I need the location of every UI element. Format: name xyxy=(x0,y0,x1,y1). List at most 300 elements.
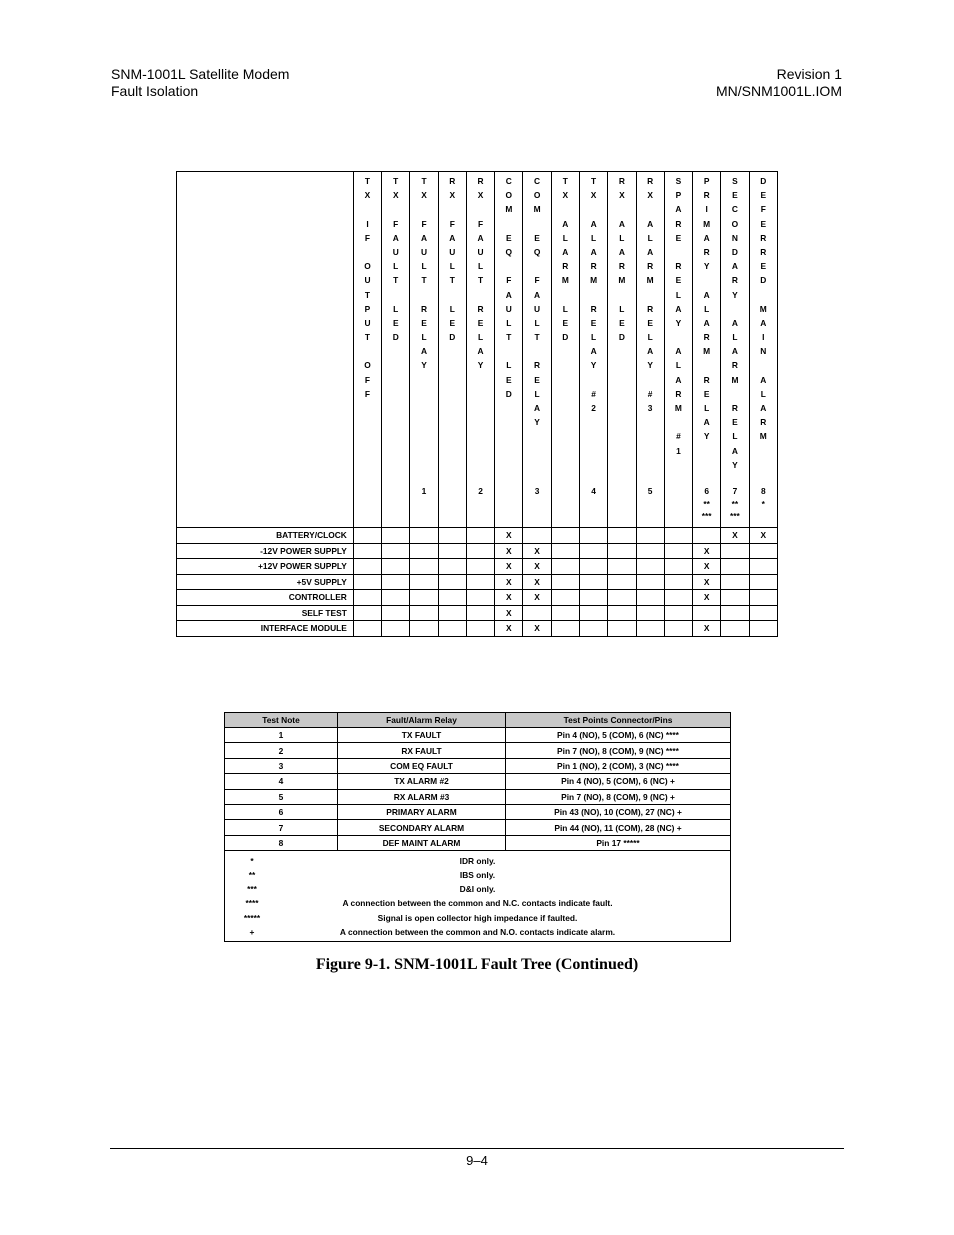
column-letter: L xyxy=(534,317,540,328)
test-note-row xyxy=(225,820,731,835)
manual-number: MN/SNM1001L.IOM xyxy=(715,83,842,99)
footnote-symbol: *** xyxy=(247,884,257,895)
matrix-cell xyxy=(749,605,777,621)
column-letter: L xyxy=(506,360,512,371)
matrix-column-header xyxy=(749,172,777,528)
column-note-text xyxy=(467,498,494,511)
column-letter: L xyxy=(732,431,738,442)
test-note-row xyxy=(225,804,731,819)
column-vertical-label xyxy=(750,172,777,444)
column-letter: A xyxy=(618,218,625,229)
matrix-cell xyxy=(749,590,777,606)
column-test-note xyxy=(580,485,607,523)
column-letter xyxy=(354,245,381,259)
column-note-text xyxy=(354,498,381,511)
column-note-text xyxy=(495,510,522,523)
column-letter: E xyxy=(732,190,738,201)
test-note-number: 7 xyxy=(225,820,338,835)
matrix-cell: X xyxy=(693,590,721,606)
matrix-cell xyxy=(721,543,749,559)
column-letter: A xyxy=(731,317,738,328)
column-letter: U xyxy=(477,246,484,257)
row-label: SELF TEST xyxy=(177,605,354,621)
column-letter: M xyxy=(703,218,711,229)
matrix-cell xyxy=(353,559,381,575)
matrix-cell xyxy=(466,574,494,590)
matrix-cell xyxy=(749,559,777,575)
section-title: Fault Isolation xyxy=(111,83,199,99)
matrix-cell xyxy=(438,605,466,621)
column-letter: Y xyxy=(703,261,710,272)
column-note-text: 6 xyxy=(704,486,709,496)
column-letter: A xyxy=(590,218,597,229)
column-letter: A xyxy=(392,232,399,243)
column-letter: A xyxy=(534,403,541,413)
column-letter: A xyxy=(703,317,710,328)
column-letter: Y xyxy=(647,360,653,371)
matrix-cell: X xyxy=(523,621,551,637)
matrix-cell xyxy=(466,605,494,621)
column-letter: P xyxy=(675,190,682,201)
column-letter: L xyxy=(760,388,766,399)
matrix-column-header xyxy=(721,172,749,528)
matrix-cell xyxy=(608,528,636,544)
matrix-column-header xyxy=(551,172,579,528)
footnote-text: A connection between the common and N.C. contacts indicate fault. xyxy=(342,898,613,909)
matrix-cell xyxy=(382,559,410,575)
column-letter: L xyxy=(449,303,455,314)
column-letter: U xyxy=(449,246,456,257)
matrix-cell: X xyxy=(693,543,721,559)
column-test-note xyxy=(523,485,550,523)
column-letter: U xyxy=(364,317,371,328)
footnotes-row xyxy=(225,851,731,942)
column-letter: L xyxy=(477,332,484,343)
column-letter: A xyxy=(675,303,682,314)
column-letter xyxy=(665,415,692,429)
matrix-cell xyxy=(438,621,466,637)
test-note-row xyxy=(225,743,731,758)
column-letter: R xyxy=(477,303,484,314)
column-letter: F xyxy=(760,204,766,215)
column-letter xyxy=(608,288,635,302)
matrix-cell xyxy=(523,528,551,544)
matrix-cell xyxy=(664,621,692,637)
matrix-cell xyxy=(353,605,381,621)
matrix-cell xyxy=(353,621,381,637)
matrix-cell xyxy=(749,543,777,559)
column-letter: A xyxy=(534,289,541,300)
matrix-cell: X xyxy=(495,528,523,544)
column-test-note xyxy=(665,485,692,523)
matrix-cell xyxy=(636,590,664,606)
column-vertical-label xyxy=(495,172,522,401)
column-letter: R xyxy=(731,275,738,286)
column-letter: M xyxy=(759,431,767,442)
doc-title: SNM-1001L Satellite Modem xyxy=(111,66,290,82)
column-letter xyxy=(721,302,748,316)
column-letter: M xyxy=(533,204,541,215)
test-note-row xyxy=(225,774,731,789)
matrix-cell xyxy=(410,543,438,559)
column-note-text xyxy=(410,498,437,511)
footnote xyxy=(225,854,730,868)
column-letter: X xyxy=(421,190,427,201)
column-letter: A xyxy=(703,289,710,300)
matrix-cell xyxy=(410,574,438,590)
matrix-column-header xyxy=(410,172,438,528)
column-letter: N xyxy=(760,346,767,357)
header-right xyxy=(716,66,842,100)
matrix-cell: X xyxy=(523,543,551,559)
column-test-note xyxy=(637,485,664,523)
column-letter: D xyxy=(449,332,456,343)
matrix-cell xyxy=(636,543,664,559)
matrix-cell xyxy=(579,559,607,575)
test-note-number: 5 xyxy=(225,789,338,804)
column-note-text: 4 xyxy=(591,486,596,496)
column-vertical-label xyxy=(467,172,494,373)
column-letter: M xyxy=(590,275,598,286)
matrix-cell xyxy=(664,543,692,559)
column-letter: X xyxy=(590,190,597,201)
fault-relay-name: SECONDARY ALARM xyxy=(338,820,506,835)
matrix-cell xyxy=(466,543,494,559)
column-vertical-label xyxy=(721,172,748,472)
column-letter: D xyxy=(505,388,512,399)
matrix-cell xyxy=(664,528,692,544)
fault-relay-name: DEF MAINT ALARM xyxy=(338,835,506,850)
column-letter: A xyxy=(731,346,738,357)
matrix-cell xyxy=(636,528,664,544)
matrix-cell xyxy=(664,590,692,606)
test-points-pins: Pin 44 (NO), 11 (COM), 28 (NC) + xyxy=(506,820,731,835)
column-letter: F xyxy=(534,275,540,286)
matrix-row xyxy=(177,605,778,621)
matrix-cell xyxy=(664,559,692,575)
column-test-note xyxy=(552,485,579,523)
column-letter: Y xyxy=(675,317,682,328)
column-letter: A xyxy=(731,261,738,272)
column-note-text xyxy=(354,510,381,523)
column-letter: S xyxy=(732,176,738,186)
column-letter: T xyxy=(364,289,371,300)
column-letter: 3 xyxy=(647,403,653,413)
matrix-cell xyxy=(721,559,749,575)
column-letter xyxy=(354,202,381,216)
test-points-pins: Pin 7 (NO), 8 (COM), 9 (NC) + xyxy=(506,789,731,804)
matrix-column-header xyxy=(466,172,494,528)
matrix-cell xyxy=(579,543,607,559)
column-letter: U xyxy=(534,303,541,314)
matrix-cell xyxy=(579,605,607,621)
matrix-cell xyxy=(693,605,721,621)
test-notes-table xyxy=(224,712,731,942)
matrix-cell xyxy=(551,543,579,559)
column-letter: A xyxy=(477,232,484,243)
matrix-cell xyxy=(382,621,410,637)
test-note-row xyxy=(225,835,731,850)
matrix-cell xyxy=(382,605,410,621)
matrix-cell xyxy=(608,559,636,575)
matrix-column-header xyxy=(438,172,466,528)
column-letter: I xyxy=(705,204,708,215)
column-letter xyxy=(439,202,466,216)
matrix-cell xyxy=(382,574,410,590)
footnote-text: D&I only. xyxy=(459,884,496,895)
column-vertical-label xyxy=(693,172,720,444)
matrix-column-header xyxy=(664,172,692,528)
column-note-text xyxy=(410,510,437,523)
column-note-text xyxy=(750,510,777,523)
matrix-cell xyxy=(523,605,551,621)
matrix-cell: X xyxy=(693,574,721,590)
column-letter: R xyxy=(760,246,767,257)
column-letter: Q xyxy=(533,246,541,257)
fault-relay-name: RX FAULT xyxy=(338,743,506,758)
matrix-cell xyxy=(579,590,607,606)
column-letter: # xyxy=(591,388,596,399)
column-test-note xyxy=(467,485,494,523)
column-letter xyxy=(721,387,748,401)
matrix-cell xyxy=(410,559,438,575)
matrix-row xyxy=(177,543,778,559)
matrix-cell xyxy=(551,528,579,544)
matrix-row xyxy=(177,621,778,637)
column-letter: 1 xyxy=(676,445,681,456)
column-letter: X xyxy=(392,190,399,201)
footnote-text: IBS only. xyxy=(459,870,496,881)
column-letter: R xyxy=(675,218,682,229)
column-letter: R xyxy=(647,176,654,186)
column-letter: R xyxy=(760,232,767,243)
column-letter: T xyxy=(562,176,568,186)
column-letter xyxy=(637,373,664,387)
column-letter: L xyxy=(647,232,653,243)
column-letter: A xyxy=(647,346,654,357)
column-letter: L xyxy=(675,360,681,371)
column-letter: L xyxy=(421,332,427,343)
column-letter: L xyxy=(534,388,540,399)
column-letter: X xyxy=(477,190,484,201)
matrix-cell xyxy=(551,590,579,606)
footnote-symbol: **** xyxy=(245,898,259,909)
column-letter xyxy=(382,288,409,302)
column-letter xyxy=(637,202,664,216)
matrix-cell xyxy=(608,543,636,559)
column-letter: E xyxy=(506,232,512,243)
column-letter: T xyxy=(449,275,455,286)
header-left xyxy=(111,66,289,100)
matrix-cell: X xyxy=(495,590,523,606)
column-letter xyxy=(410,288,437,302)
column-letter xyxy=(495,344,522,358)
column-letter: Q xyxy=(505,246,513,257)
column-letter: R xyxy=(477,176,484,186)
matrix-column-header xyxy=(495,172,523,528)
column-letter: O xyxy=(364,261,371,272)
matrix-cell xyxy=(579,621,607,637)
column-note-text xyxy=(580,510,607,523)
test-points-pins: Pin 17 ***** xyxy=(506,835,731,850)
column-letter: A xyxy=(477,346,484,357)
test-points-pins: Pin 43 (NO), 10 (COM), 27 (NC) + xyxy=(506,804,731,819)
column-letter: R xyxy=(562,261,569,272)
column-letter: A xyxy=(647,246,654,257)
matrix-cell xyxy=(636,605,664,621)
column-letter xyxy=(495,259,522,273)
column-letter xyxy=(750,288,777,302)
column-test-note xyxy=(693,485,720,523)
matrix-cell xyxy=(382,590,410,606)
column-letter: C xyxy=(534,176,541,186)
column-note-text xyxy=(382,498,409,511)
column-note-text xyxy=(552,498,579,511)
row-label: +12V POWER SUPPLY xyxy=(177,559,354,575)
figure-caption: Figure 9-1. SNM-1001L Fault Tree (Continued) xyxy=(315,956,639,973)
matrix-column-header xyxy=(693,172,721,528)
row-label: -12V POWER SUPPLY xyxy=(177,543,354,559)
test-points-pins: Pin 7 (NO), 8 (COM), 9 (NC) **** xyxy=(506,743,731,758)
column-letter: L xyxy=(477,261,484,272)
column-letter: M xyxy=(759,303,767,314)
matrix-cell xyxy=(608,605,636,621)
fault-relay-name: TX ALARM #2 xyxy=(338,774,506,789)
column-note-text xyxy=(637,510,664,523)
test-notes-header-row xyxy=(225,713,731,728)
column-test-note xyxy=(439,485,466,523)
fault-matrix-table xyxy=(176,171,778,637)
matrix-cell: X xyxy=(693,559,721,575)
matrix-cell xyxy=(693,528,721,544)
column-letter xyxy=(665,245,692,259)
column-letter: E xyxy=(619,317,625,328)
column-letter: A xyxy=(590,246,597,257)
test-note-number: 1 xyxy=(225,728,338,743)
matrix-column-header xyxy=(382,172,410,528)
matrix-cell xyxy=(466,621,494,637)
column-letter: L xyxy=(704,403,710,413)
column-note-text xyxy=(439,498,466,511)
column-letter: # xyxy=(647,388,653,399)
test-note-number: 3 xyxy=(225,758,338,773)
matrix-cell xyxy=(664,605,692,621)
column-test-note xyxy=(721,485,748,523)
column-letter xyxy=(580,373,607,387)
fault-relay-name: COM EQ FAULT xyxy=(338,758,506,773)
test-points-pins: Pin 4 (NO), 5 (COM), 6 (NC) + xyxy=(506,774,731,789)
column-letter: A xyxy=(449,232,456,243)
column-letter xyxy=(665,330,692,344)
footnote-text: IDR only. xyxy=(459,856,496,867)
column-test-note xyxy=(495,485,522,523)
matrix-cell xyxy=(579,574,607,590)
column-note-text xyxy=(665,485,692,498)
matrix-cell: X xyxy=(749,528,777,544)
column-letter: E xyxy=(562,317,569,328)
column-letter: A xyxy=(760,403,767,413)
column-letter: 2 xyxy=(591,403,596,413)
column-letter: R xyxy=(703,246,710,257)
test-points-pins: Pin 1 (NO), 2 (COM), 3 (NC) **** xyxy=(506,758,731,773)
footnote-symbol: ** xyxy=(248,870,256,881)
column-letter: T xyxy=(364,176,371,186)
column-vertical-label xyxy=(637,172,664,415)
column-letter: R xyxy=(618,261,625,272)
matrix-cell xyxy=(466,559,494,575)
column-note-text: 1 xyxy=(421,486,427,496)
column-letter: L xyxy=(449,261,455,272)
column-letter xyxy=(637,288,664,302)
column-letter: E xyxy=(534,374,540,385)
column-letter: A xyxy=(420,346,428,357)
matrix-cell xyxy=(353,543,381,559)
column-note-text xyxy=(608,498,635,511)
column-letter: R xyxy=(703,374,710,385)
column-letter: E xyxy=(760,190,767,201)
column-letter xyxy=(552,288,579,302)
column-letter xyxy=(467,288,494,302)
matrix-cell: X xyxy=(693,621,721,637)
matrix-cell xyxy=(438,528,466,544)
row-label: BATTERY/CLOCK xyxy=(177,528,354,544)
matrix-cell xyxy=(438,590,466,606)
column-test-note xyxy=(354,485,381,523)
column-letter: F xyxy=(421,218,427,229)
column-letter: Y xyxy=(590,360,597,371)
column-letter xyxy=(693,358,720,372)
header-test-points: Test Points Connector/Pins xyxy=(506,713,731,728)
footnote-text: A connection between the common and N.O. contacts indicate alarm. xyxy=(339,926,616,937)
column-letter: T xyxy=(421,176,427,186)
matrix-cell xyxy=(608,590,636,606)
column-letter: R xyxy=(420,303,428,314)
column-letter xyxy=(523,217,550,231)
column-letter xyxy=(439,288,466,302)
column-letter: D xyxy=(760,275,767,286)
column-letter xyxy=(552,202,579,216)
column-letter: A xyxy=(703,232,710,243)
column-note-text xyxy=(439,510,466,523)
column-note-text xyxy=(382,485,409,498)
column-letter: A xyxy=(562,218,569,229)
column-letter: R xyxy=(618,176,625,186)
column-letter: M xyxy=(505,204,513,215)
matrix-row xyxy=(177,590,778,606)
column-letter: A xyxy=(618,246,625,257)
column-note-text xyxy=(637,498,664,511)
matrix-cell xyxy=(353,528,381,544)
column-letter xyxy=(580,202,607,216)
column-letter: O xyxy=(505,190,513,201)
column-letter: E xyxy=(392,317,399,328)
fault-relay-name: RX ALARM #3 xyxy=(338,789,506,804)
column-letter xyxy=(382,202,409,216)
column-letter: E xyxy=(534,232,540,243)
column-note-text: 3 xyxy=(534,486,540,496)
matrix-cell xyxy=(551,605,579,621)
test-note-number: 8 xyxy=(225,835,338,850)
matrix-cell: X xyxy=(495,605,523,621)
matrix-cell xyxy=(721,574,749,590)
column-letter: F xyxy=(393,218,399,229)
column-letter: L xyxy=(647,332,653,343)
column-letter: L xyxy=(562,232,568,243)
column-letter: R xyxy=(534,360,541,371)
column-letter: T xyxy=(393,275,399,286)
matrix-cell: X xyxy=(523,590,551,606)
column-note-text xyxy=(608,510,635,523)
